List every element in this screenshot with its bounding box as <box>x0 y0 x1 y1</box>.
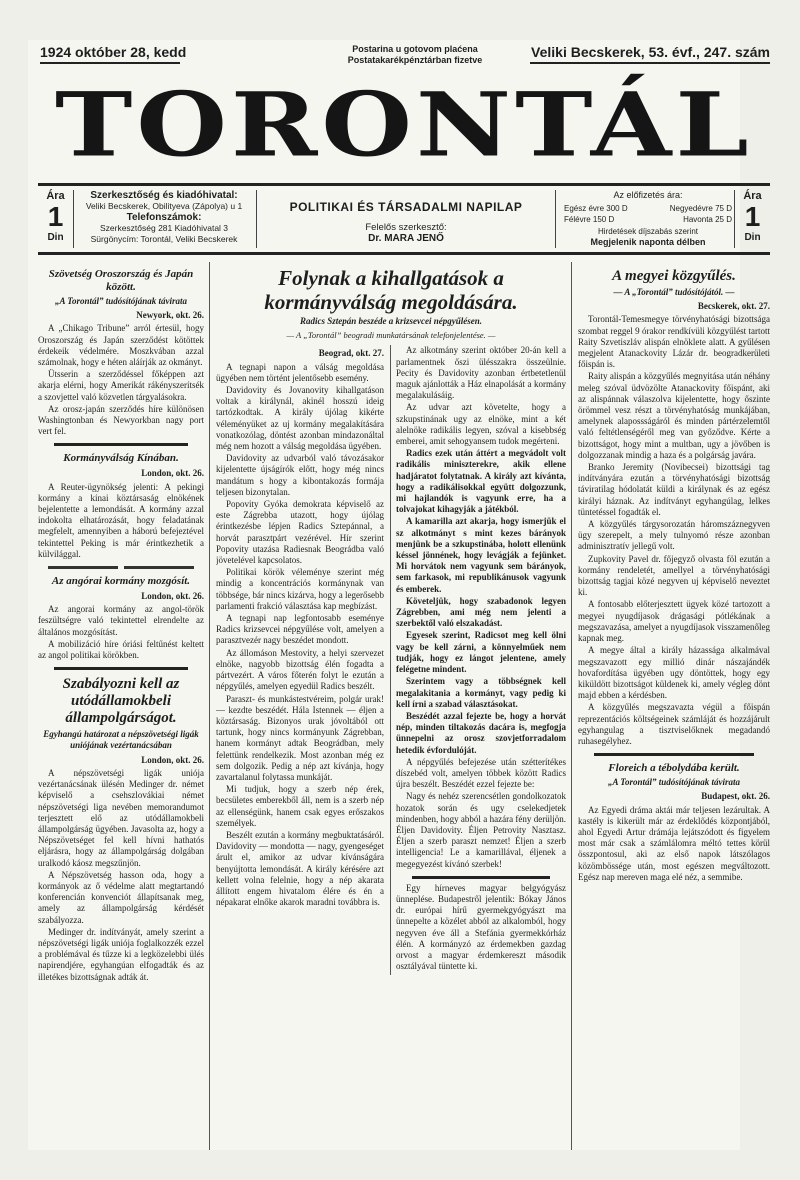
lead-right-column <box>396 345 566 973</box>
editor-label: Felelős szerkesztő: <box>365 222 447 233</box>
price-value: 1 <box>47 201 64 232</box>
paragraph: Torontál-Temesmegye törvényhatósági bizottsága szombat reggel 9 órakor rendkívüli közgyűlést tartott Raity Szvetiszláv alispán elnöklete alatt. A gyűlésen megjelent Atanackovity Lázár dr. beogradkerületi főispán is. <box>578 314 770 370</box>
article-body <box>396 345 566 447</box>
editorial-office <box>80 190 248 248</box>
paragraph: A Népszövetség hasson oda, hogy a kormányok az ő védelme alatt megtartandó konferencián konvenciót állapítsanak meg, amely az állampolgárság kérdését szabályozza. <box>38 869 204 925</box>
paper-kind: POLITIKAI ÉS TÁRSADALMI NAPILAP <box>289 200 523 214</box>
subscription-cell: Félévre 150 D <box>564 215 615 224</box>
article-subtitle: Egyhangú határozat a népszövetségi ligák uniójának vezértanácsában <box>43 729 199 751</box>
paragraph: Az alkotmány szerint október 20-án kell a parlamentnek őszi ülésszakra összeülnie. Pecity és Davidovity azonban értbetetlenül maguk ajánlották a Ház elnapolását a kormány megalakulásáig. <box>396 345 566 401</box>
paragraph: A megye által a király házassága alkalmával megszavazott egy millió dinár nászajándék hovafordítása ügyében ugy döntöttek, hogy egy kiküldött bizottságot küldenek ki, amely végleg dönt majd ebben a kérdésben. <box>578 645 770 701</box>
paragraph: Davidovity és Jovanovity kihallgatáson voltak a királynál, akinél hosszú ideig tartózkodtak. A király újólag kikérte véleményüket az uj kormány megalakítására vonatkozólag, döntést azonban mindazonáltal még nem hozott a válság megoldása ügyében. <box>216 385 384 452</box>
paragraph: Mi tudjuk, hogy a szerb nép érek, becsületes emberekből áll, nem is a szerb nép az ellenségünk, hanem csak egyes erőszakos személyek. <box>216 784 384 828</box>
article-dateline: Budapest, okt. 26. <box>701 791 770 802</box>
paragraph: Beszélt ezután a kormány megbuktatásáról. Davidovity — mondotta — nagy, gyengeséget árult el, amikor az udvar kívánságára benyújtotta lemondását. A király kérésére azt kellett volna felelnie, hogy a nép akarata állított engem hivatalom élére és én a népakarat elnőke akarok maradni továbbra is. <box>216 829 384 908</box>
subscription-title: Az előfizetés ára: <box>613 190 683 200</box>
article-dateline: Newyork, okt. 26. <box>136 310 204 321</box>
paragraph: A népgyűlés befejezése után szétterítékes díszebéd volt, amelyen többek között Radics újra beszélt. Beszédét ezzel fejezte be: <box>396 756 566 790</box>
paragraph: Egyesek szerint, Radicsot meg kell ölni vagy be kell zárni, a könnyelműek nem tudják, hogy ez lángot jelentene, amely felégetne mindent. <box>396 630 566 675</box>
ads-note: Hirdetések díjszabás szerint <box>597 227 699 236</box>
article-dateline: London, okt. 26. <box>141 468 204 479</box>
price-value: 1 <box>744 201 761 232</box>
paragraph: Az udvar azt követelte, hogy a szkupstinának ugy az elnöke, mint a két alelnöke radikális legyen, szóval a kisebbség emberei, amit sehogyansem tudok megérteni. <box>396 402 566 447</box>
masthead-title: TORONTÁL <box>55 72 753 177</box>
paragraph: Raity alispán a közgyűlés megnyitása után néhány meleg szóval üdvözölte Atanackovity főispánt, aki az alispánnak válaszolva kijelentette, hogy őszinte örömmel vesz részt a törvényhatóság munkájában, amelynek alapossságáról és minden pártérzelemtől való feltétlenségéről meg van győződve. Kérte a bizottságot, hogy mint a multban, ugy a jövőben is dolgozzanak mindig a haza és a polgárság javára. <box>578 371 770 460</box>
telegram-address: Sürgönycím: Torontál, Veliki Becskerek <box>90 234 238 244</box>
paragraph: Egy hírneves magyar belgyógyász ünneplése. Budapestről jelentik: Bókay János dr. európai hírű gyermekgyógyászt ma ünnepelte a közélet abból az alkalomból, hogy negyven éve áll a Stefánia gyermekkórház élén. A kormányzó az érdemekben gazdag orvost a magyar érdemkereszt második osztályával tüntette ki. <box>396 882 566 972</box>
paragraph: Az angorai kormány az angol-török feszültségre való tekintettel elrendelte az általános mozgósítást. <box>38 604 204 637</box>
postal-line-1: Postarina u gotovom plaćena <box>352 44 478 54</box>
article-body <box>38 323 204 437</box>
phones-title: Telefonszámok: <box>126 212 202 223</box>
paragraph: Az Egyedi dráma aktái már teljesen lezárultak. A kastély is kikerült már az érdeklődés központjából, ahol Egyedi Artur drámája lejátszódott és figyelem most már csak a számlálomra méltó tettes körül összpontosul, aki az első napok látszólagos közömbössége után, most egészen megváltozott. Egész nap mereven maga elé néz, a semmibe. <box>578 804 770 882</box>
price-label: Ára <box>46 190 65 202</box>
price-currency: Din <box>744 232 761 243</box>
paragraph: Politikai körök véleménye szerint még mindig a koncentrációs kormánynak van többsége, bár nincs kizárva, hogy a legerősebb parlamenti frakció választása kap megbízást. <box>216 567 384 611</box>
article-body <box>216 362 384 909</box>
paragraph: A kamarilla azt akarja, hogy ismerjük el sz alkotmányt s mint kezes bárányok menjünk be a szkupstinába, holott ellenünk késsel jönnének, hogy levágják a fejünket. Mi horvátok nem vagyunk sem bárányok, sem farkasok, mi republikánusok vagyunk és emberek. <box>396 516 566 594</box>
subscription-row <box>564 214 732 225</box>
article-separator <box>54 667 188 670</box>
article-body <box>578 314 770 747</box>
article-separator <box>594 753 754 756</box>
appearance-note: Megjelenik naponta délben <box>590 237 706 247</box>
paragraph: A közgyűlés tárgysorozatán háromszáznegyven ügy szerepelt, a mely tulnyomó része azonban adminisztratív jellegű volt. <box>578 519 770 552</box>
paragraph: Medinger dr. indítványát, amely szerint a népszövetségi ligák uniója foglalkozzék ezzel a problémával és tűzze ki a legközelebbi ülés napirendjére, egyhangúan elfogadták és az illetékes bizottságnak adták át. <box>38 926 204 982</box>
paragraph: Nagy és nehéz szerencsétlen gondolkozatok hozatok során és ugy cselekedjetek mindenben, hogy abból a hazára fény derüljön. Éljen Davidovity. Éljen Petrovity Nasztasz. Éljen a szerb paraszt nemzet! Éljen a szerb intelligencia! Le a kamarillával, éljenek a megegyezést kívánó szerbek! <box>396 791 566 869</box>
article-title: Kormányválság Kínában. <box>63 452 179 465</box>
editor-name: Dr. MARA JENŐ <box>368 233 444 244</box>
paragraph: A népszövetségi ligák uniója vezértanácsának ülésén Medinger dr. német képviselő a csehszlovákiai német népszövetségi liga nevében memorandumot terjesztett elő az utódállamokbeli állampolgárság ügyében. Javasolta az, hogy a Népszövetséget fel kell hívni hathatós eljárásra, hogy az állampolgárság dolgában uralkodó káosz megszűnjön. <box>38 767 204 868</box>
column-2 <box>216 262 566 1150</box>
paper-description <box>256 190 556 248</box>
paragraph: Radics ezek után áttért a megvádolt volt radikális miniszterekre, akik ellene hadjáratot folytatnak. A király azt kívánta, hogy a radikálisokkal együtt dolgozzunk, mi hajlandók is vagyunk erre, ha a tolvajokat kihagyják a játékból. <box>396 448 566 515</box>
article-body <box>396 757 566 870</box>
paragraph: Branko Jeremity (Novibecsei) bizottsági tag indítványára ezután a törvényhatósági bizottság táviratilag hódolatát küldi a királynak és az egész királyi háznak. Az indítványt egyhangúlag, lelkes tüntetéssel fogadták el. <box>578 462 770 517</box>
lead-article-title: Folynak a kihallgatások a kormányválság megoldására. <box>264 266 518 314</box>
lead-article-source: — A „Torontál” beogradi munkatársának telefonjelentése. — <box>286 330 496 341</box>
article-dateline: London, okt. 26. <box>141 754 204 765</box>
paragraph: Az orosz-japán szerződés híre különösen Washingtonban és Newyorkban nagy port vert fel. <box>38 403 204 437</box>
column-rule <box>571 262 572 1150</box>
editorial-address: Veliki Becskerek, Obilityeva (Zápolya) u 1 <box>85 201 243 211</box>
info-band <box>38 183 770 255</box>
column-rule <box>209 262 210 1150</box>
column-3 <box>578 262 770 1150</box>
paragraph: Követeljük, hogy szabadonok legyen Zágrebben, ami még nem jelenti a szerbektől való elszakadást. <box>396 595 566 629</box>
top-line <box>40 44 770 74</box>
paragraph: A tegnapi nap legfontosabb eseménye Radics krizsevcei népgyűlése volt, amelyen a parasztvezér nagy beszédet mondott. <box>216 613 384 646</box>
article-title: Floreich a tébolydába került. <box>608 762 740 775</box>
article-body <box>38 768 204 983</box>
article-separator <box>54 443 188 446</box>
subscription-cell: Negyedévre 75 D <box>669 204 732 213</box>
paragraph: Ütsserin a szerződéssel főképpen azt akarja elérni, hogy Amerikát rákényszerítsék a szovjettel való közvetlen tárgyalásokra. <box>38 369 204 402</box>
issue-info: Veliki Becskerek, 53. évf., 247. szám <box>531 44 770 60</box>
paragraph: A fontosabb előterjesztett ügyek közé tartozott a megyei nyugdíjasok drágasági pótlékának a megszavazása, amelyet a nyugdíjasok visszamenőleg kapnak meg. <box>578 599 770 644</box>
article-subtitle: „A Torontál” tudósítójának távirata <box>608 777 740 788</box>
subscription-cell: Havonta 25 D <box>683 215 732 224</box>
paragraph: Zupkovity Pavel dr. főjegyző olvasta föl ezután a kormány rendeletét, amellyel a törvényhatósági bizottság tagjai közé negyven uj képviselő neveztet ki. <box>578 553 770 598</box>
paragraph: Szerintem vagy a többségnek kell megalakitania a kormányt, vagy pedig ki kell írni a szabad választásokat. <box>396 676 566 709</box>
article-body <box>396 883 566 973</box>
paragraph: A „Chikago Tribune” arról értesül, hogy Oroszország és Japán szerződést kötöttek érdekeik védelmére. Moszkvában azzal számolnak, hogy e héten aláírják az okmányt. <box>38 323 204 368</box>
article-body-bold <box>396 448 566 755</box>
article-separator <box>48 566 194 569</box>
lead-article-subtitle: Radics Sztepán beszéde a krizsevcei népgyűlésen. <box>300 316 482 326</box>
subscription-row <box>564 203 732 214</box>
postal-line-2: Postatakarékpénztárban fizetve <box>347 55 483 65</box>
paragraph: A Reuter-ügynökség jelenti: A pekingi kormány a kínai köztársaság elnökének bejelentette a lemondását. A kormány azzal indokolta elhatározását, hogy feladatának megfelelt, amennyiben a háború befejeztével tekintettel Peking is már érintkezhetik a külvilággal. <box>38 481 204 559</box>
phones: Szerkesztőség 281 Kiadóhivatal 3 <box>99 223 229 233</box>
article-subtitle: „A Torontál” tudósítójának távirata <box>55 296 187 306</box>
paragraph: Davidovity az udvarból való távozásakor kijelentette újságírók előtt, hogy még nincs mandátum s hogy a kibontakozás formája teljesen bizonytalan. <box>216 453 384 497</box>
article-columns <box>38 262 770 1150</box>
column-rule <box>390 345 391 975</box>
article-title: Szabályozni kell az utódállamokbeli állampolgárságot. <box>62 676 180 727</box>
article-separator <box>412 876 550 879</box>
price-right <box>734 190 770 248</box>
paragraph: Az állomáson Mestovity, a helyi szervezet elnöke, nagyobb bizottság élén fogadta a pártvezért. A város főterén folyt le ezután a népgyűlés, amelyen egyedül Radics beszélt. <box>216 647 384 692</box>
article-title: A megyei közgyűlés. <box>612 268 736 284</box>
article-body <box>38 604 204 661</box>
article-body <box>578 805 770 883</box>
postal-note <box>330 44 500 66</box>
paragraph: Beszédét azzal fejezte be, hogy a horvát nép, minden tiltakozás dacára is, megfogja ünnepelni az orosz szovjetforradalom hetedik évfordulóját. <box>396 710 566 755</box>
issue-date: 1924 október 28, kedd <box>40 44 187 60</box>
paragraph: A tegnapi napon a válság megoldása ügyében nem történt jelentősebb esemény. <box>216 361 384 383</box>
editorial-title: Szerkesztőség és kiadóhivatal: <box>90 190 238 201</box>
article-dateline: Beograd, okt. 27. <box>318 348 384 359</box>
price-currency: Din <box>47 232 64 243</box>
lead-left-column <box>216 345 384 909</box>
date-rule <box>40 62 180 64</box>
price-left <box>38 190 74 248</box>
article-dateline: London, okt. 26. <box>141 591 204 602</box>
article-subtitle: — A „Torontál” tudósítójától. — <box>613 287 735 297</box>
paragraph: Popovity Gyóka demokrata képviselő az este Zágrebba utazott, hogy újólag érintkezésbe lépjen Radics Sztepánnal, a horvát parasztpárt vezérével. Hír szerint Popovity utazása Radiesnak Beográdba való jövetelével kapcsolatos. <box>216 499 384 566</box>
issue-rule <box>530 62 770 64</box>
article-body <box>38 482 204 560</box>
price-label: Ára <box>743 190 762 202</box>
column-1 <box>38 262 204 1150</box>
article-title: Az angórai kormány mozgósít. <box>51 575 191 588</box>
article-title: Szövetség Oroszország és Japán között. <box>48 268 194 293</box>
subscription-box <box>564 190 732 248</box>
article-dateline: Becskerek, okt. 27. <box>697 301 770 312</box>
paragraph: A mobilizáció híre óriási feltűnést keltett az angol politikai körökben. <box>38 638 204 661</box>
subscription-cell: Egész évre 300 D <box>564 204 628 213</box>
paragraph: Paraszt- és munkástestvéreim, polgár urak! — kezdte beszédét. Hála Istennek — éljen a köztársaság. Bizonyos urak jóvoltából ott tartunk, hogy nincs kormányunk Zágrebban, hanem kormányt adtak Beográdban, mely felettünk rendelkezik. Most azonban még ez sem dolgozik. Pedig a nép azt kívánja, hogy zavartalanul folytassa munkáját. <box>216 693 384 782</box>
paragraph: A közgyűlés megszavazta végül a főispán reprezentációs költségeinek számláját és hozzájárult egyhangulag a tisztviselőknek megadandó ruhasegélyhez. <box>578 702 770 746</box>
